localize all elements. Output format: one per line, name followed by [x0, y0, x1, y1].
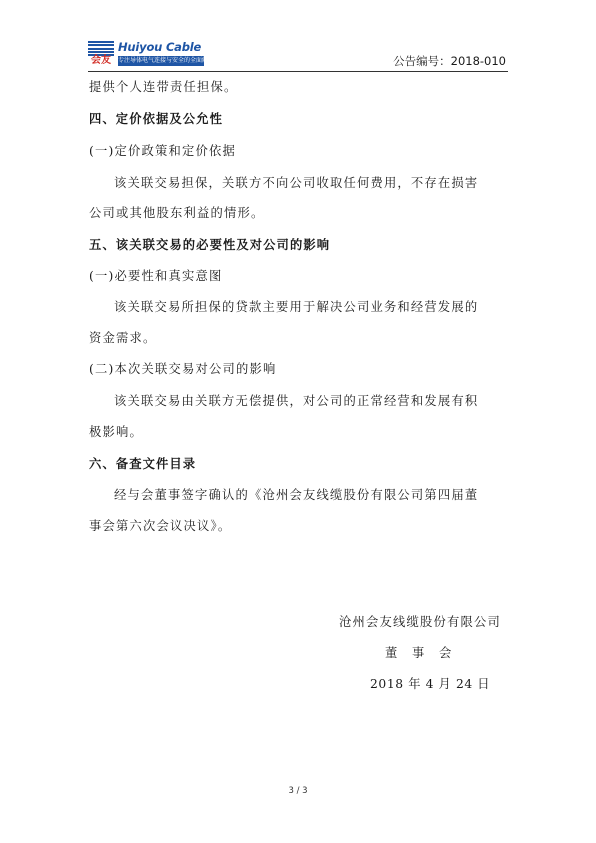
section-6-heading: 六、备查文件目录: [89, 457, 197, 471]
paragraph-line: 极影响。: [89, 425, 143, 439]
section-4-subheading-1: (一)定价政策和定价依据: [89, 144, 236, 158]
section-5-subheading-2: (二)本次关联交易对公司的影响: [89, 362, 277, 376]
paragraph-line: 资金需求。: [89, 331, 157, 345]
paragraph-line: 该关联交易担保，关联方不向公司收取任何费用，不存在损害: [114, 176, 479, 190]
logo-chinese-text: 会友: [91, 55, 111, 66]
section-4-heading: 四、定价依据及公允性: [89, 112, 223, 126]
page-header: [88, 40, 508, 72]
paragraph-line: 该关联交易所担保的贷款主要用于解决公司业务和经营发展的: [114, 300, 479, 314]
section-5-heading: 五、该关联交易的必要性及对公司的影响: [89, 238, 331, 252]
company-logo: [88, 40, 227, 69]
logo-english-text: Huiyou Cable: [118, 40, 202, 54]
paragraph-line: 经与会董事签字确认的《沧州会友线缆股份有限公司第四届董: [114, 488, 479, 502]
signature-board: 董 事 会: [385, 646, 453, 660]
paragraph-line: 该关联交易由关联方无偿提供，对公司的正常经营和发展有积: [114, 394, 479, 408]
signature-company: 沧州会友线缆股份有限公司: [339, 615, 501, 629]
section-5-subheading-1: (一)必要性和真实意图: [89, 269, 223, 283]
page-number: 3 / 3: [288, 786, 308, 796]
paragraph-line: 公司或其他股东利益的情形。: [89, 206, 265, 220]
announcement-number: 公告编号：2018-010: [393, 54, 506, 68]
paragraph-line: 事会第六次会议决议》。: [89, 519, 232, 533]
paragraph-line: 提供个人连带责任担保。: [89, 80, 238, 94]
signature-date: 2018 年 4 月 24 日: [370, 677, 491, 691]
logo-tagline: 专注导体电气连接与安全的全面解决方案: [118, 57, 227, 64]
